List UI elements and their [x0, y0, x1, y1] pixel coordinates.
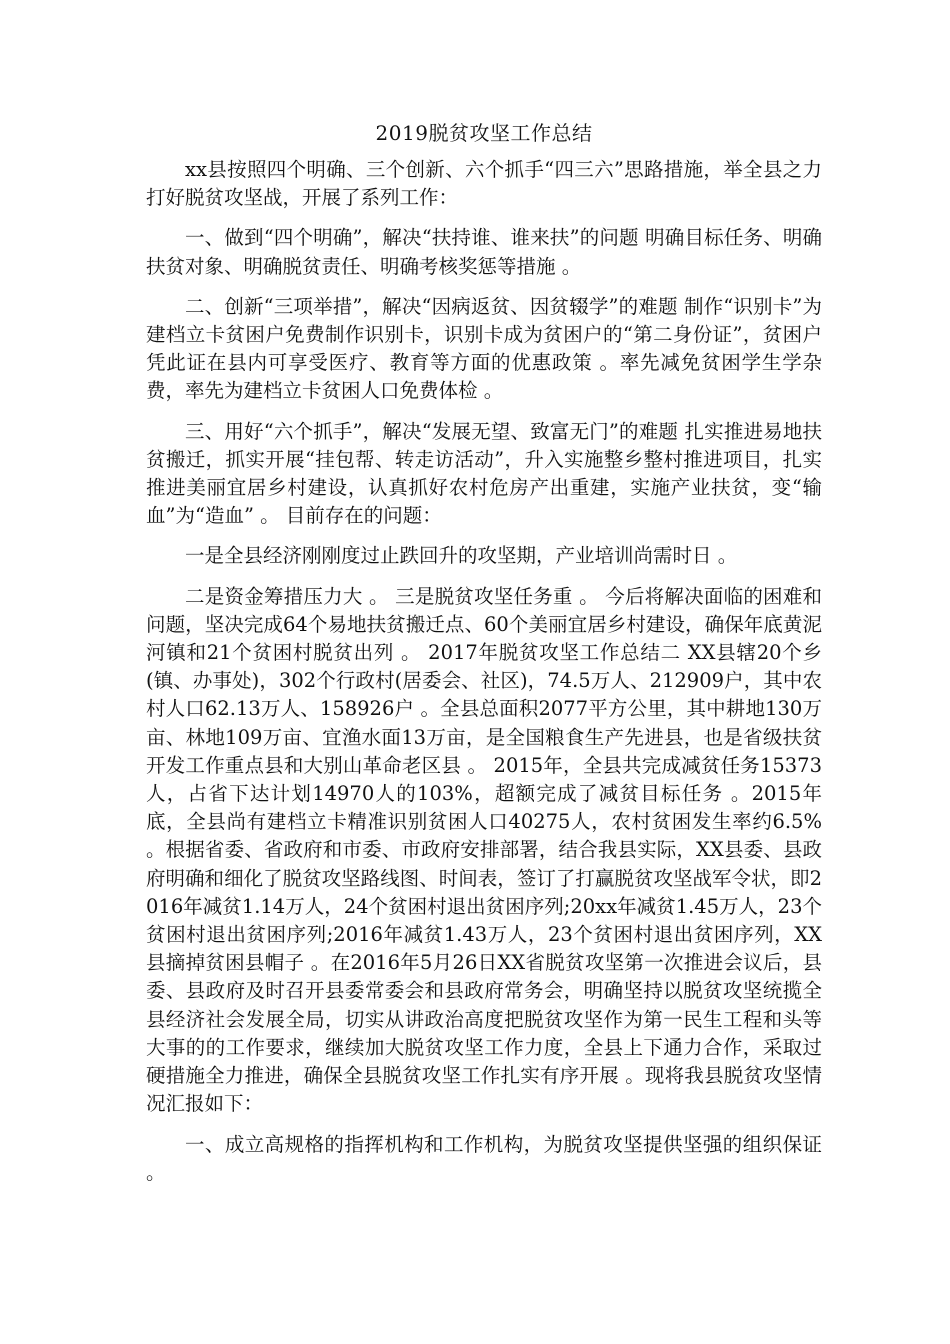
paragraph-four-clarities: 一、做到“四个明确”，解决“扶持谁、谁来扶”的问题 明确目标任务、明确扶贫对象、明确脱贫责任、明确考核奖惩等措施 。: [146, 226, 822, 278]
paragraph-intro: xx县按照四个明确、三个创新、六个抓手“四三六”思路措施，举全县之力打好脱贫攻坚战，开展了系列工作：: [146, 158, 822, 210]
paragraph-problem-one: 一是全县经济刚刚度过止跌回升的攻坚期，产业培训尚需时日 。: [185, 544, 738, 568]
document-body: [146, 118, 822, 1199]
paragraph-problem-two-and-report: 二是资金筹措压力大 。 三是脱贫攻坚任务重 。 今后将解决面临的困难和问题，坚决完成64个易地扶贫搬迁点、60个美丽宜居乡村建设，确保年底黄泥河镇和21个贫困村脱贫出列 。 2017年脱贫攻坚工作总结二 XX县辖20个乡(镇、办事处)，302个行政村(居委会、社区)，74.5万人、212909户，其中农村人口62.13万人、158926户 。全县总面积2077平方公里，其中耕地130万亩、林地109万亩、宜渔水面13万亩，是全国粮食生产先进县，也是省级扶贫开发工作重点县和大别山革命老区县 。 2015年，全县共完成减贫任务15373人，占省下达计划14970人的103%，超额完成了减贫目标任务 。2015年底，全县尚有建档立卡精准识别贫困人口40275人，农村贫困发生率约6.5% 。根据省委、省政府和市委、市政府安排部署，结合我县实际，XX县委、县政府明确和细化了脱贫攻坚路线图、时间表，签订了打赢脱贫攻坚战军令状，即2016年减贫1.14万人，24个贫困村退出贫困序列;20xx年减贫1.45万人，23个贫困村退出贫困序列;2016年减贫1.43万人，23个贫困村退出贫困序列，XX县摘掉贫困县帽子 。在2016年5月26日XX省脱贫攻坚第一次推进会议后，县委、县政府及时召开县委常委会和县政府常务会，明确坚持以脱贫攻坚统揽全县经济社会发展全局，切实从讲政治高度把脱贫攻坚作为第一民生工程和头等大事的的工作要求，继续加大脱贫攻坚工作力度，全县上下通力合作，采取过硬措施全力推进，确保全县脱贫攻坚工作扎实有序开展 。现将我县脱贫攻坚情况汇报如下：: [146, 584, 822, 1116]
paragraph-section-one: 一、成立高规格的指挥机构和工作机构，为脱贫攻坚提供坚强的组织保证 。: [146, 1132, 822, 1184]
paragraph-six-levers: 三、用好“六个抓手”，解决“发展无望、致富无门”的难题 扎实推进易地扶贫搬迁，抓实开展“挂包帮、转走访活动”，升入实施整乡整村推进项目，扎实推进美丽宜居乡村建设，认真抓好农村危房产出重建，实施产业扶贫，变“输血”为“造血” 。 目前存在的问题：: [146, 419, 822, 528]
paragraph-three-measures: 二、创新“三项举措”，解决“因病返贫、因贫辍学”的难题 制作“识别卡”为建档立卡贫困户免费制作识别卡，识别卡成为贫困户的“第二身份证”，贫困户凭此证在县内可享受医疗、教育等方面的优惠政策 。率先减免贫困学生学杂费，率先为建档立卡贫困人口免费体检 。: [146, 294, 822, 403]
document-title: 2019脱贫攻坚工作总结: [375, 121, 593, 145]
